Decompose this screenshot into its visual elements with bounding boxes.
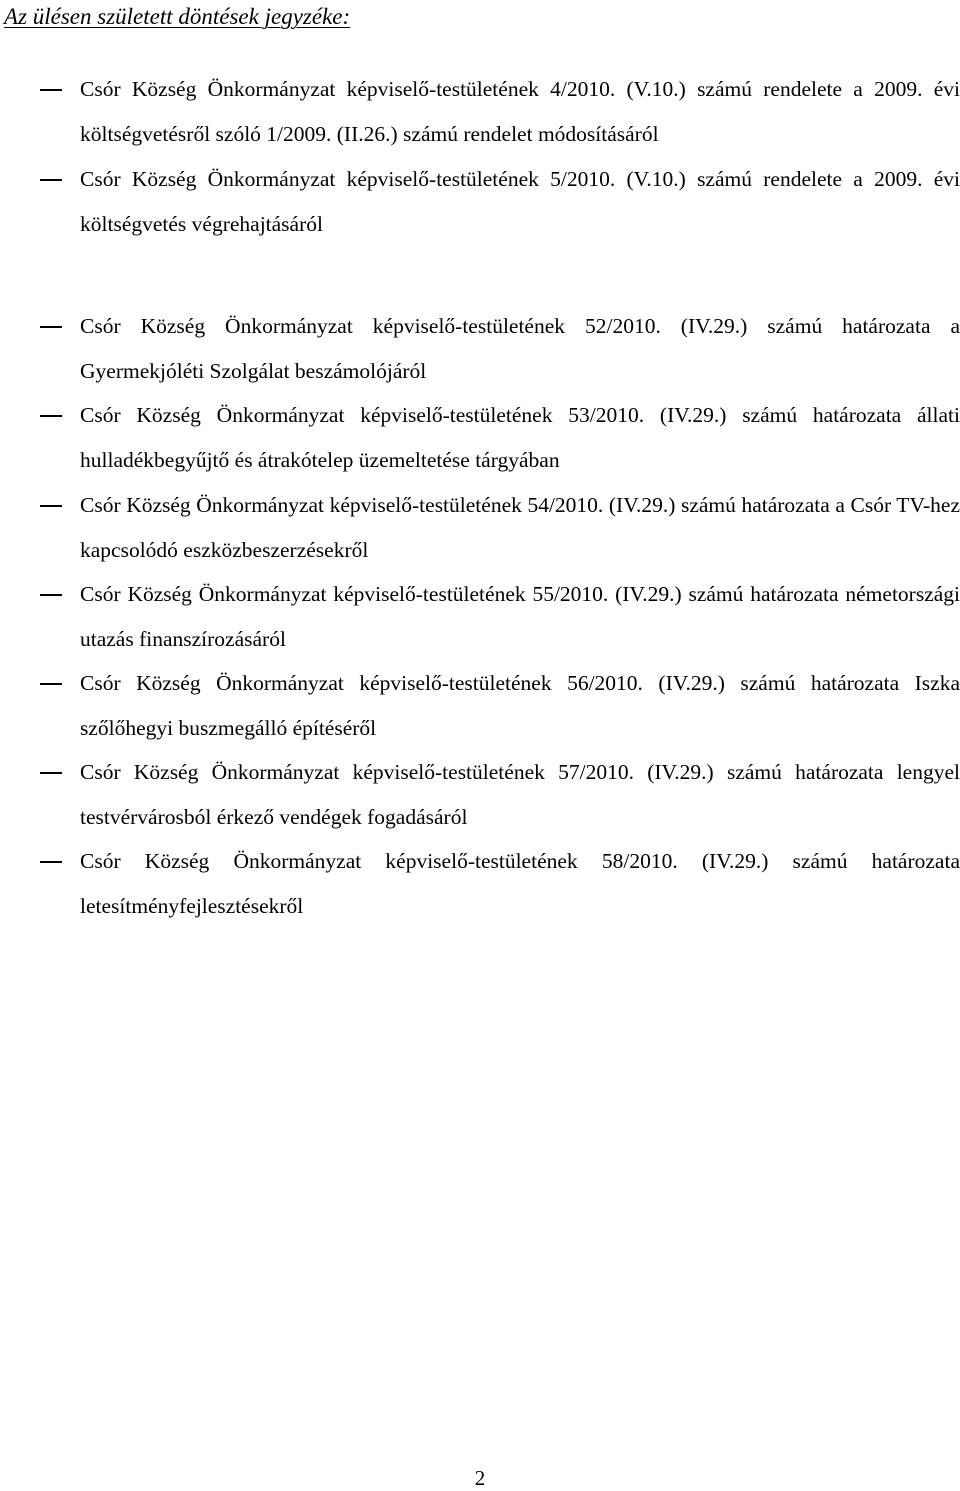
- list-item-text: Csór Község Önkormányzat képviselő-testületének 52/2010. (IV.29.) számú határozata a Gyermekjóléti Szolgálat beszámolójáról: [80, 314, 960, 383]
- page-number: 2: [474, 1466, 486, 1490]
- list-item-text: Csór Község Önkormányzat képviselő-testületének 57/2010. (IV.29.) számú határozata lengyel testvérvárosból érkező vendégek fogadásáról: [80, 760, 960, 829]
- dash-bullet: [40, 326, 62, 328]
- list-item-text: Csór Község Önkormányzat képviselő-testületének 55/2010. (IV.29.) számú határozata németországi utazás finanszírozásáról: [80, 582, 960, 651]
- dash-bullet: [40, 594, 62, 596]
- dash-bullet: [40, 89, 62, 91]
- dash-bullet: [40, 505, 62, 507]
- list-item-hatarozat-58: [0, 839, 960, 928]
- list-item-hatarozat-57: [0, 750, 960, 839]
- list-item-text: Csór Község Önkormányzat képviselő-testületének 4/2010. (V.10.) számú rendelete a 2009. évi költségvetésről szóló 1/2009. (II.26.) számú rendelet módosításáról: [80, 77, 960, 146]
- list-item-text: Csór Község Önkormányzat képviselő-testületének 53/2010. (IV.29.) számú határozata állati hulladékbegyűjtő és átrakótelep üzemeltetése tárgyában: [80, 403, 960, 472]
- dash-bullet: [40, 683, 62, 685]
- dash-bullet: [40, 179, 62, 181]
- list-item-rendelet-4: [0, 67, 960, 156]
- list-item-text: Csór Község Önkormányzat képviselő-testületének 5/2010. (V.10.) számú rendelete a 2009. évi költségvetés végrehajtásáról: [80, 167, 960, 236]
- list-item-text: Csór Község Önkormányzat képviselő-testületének 58/2010. (IV.29.) számú határozata letesítményfejlesztésekről: [80, 849, 960, 918]
- list-item-hatarozat-53: [0, 393, 960, 482]
- dash-bullet: [40, 861, 62, 863]
- list-item-hatarozat-56: [0, 661, 960, 750]
- list-item-hatarozat-52: [0, 304, 960, 393]
- list-item-text: Csór Község Önkormányzat képviselő-testületének 56/2010. (IV.29.) számú határozata Iszka szőlőhegyi buszmegálló építéséről: [80, 671, 960, 740]
- list-item-rendelet-5: [0, 157, 960, 246]
- dash-bullet: [40, 772, 62, 774]
- list-item-hatarozat-54: [0, 483, 960, 572]
- dash-bullet: [40, 415, 62, 417]
- list-item-text: Csór Község Önkormányzat képviselő-testületének 54/2010. (IV.29.) számú határozata a Csór TV-hez kapcsolódó eszközbeszerzésekről: [80, 493, 960, 562]
- list-item-hatarozat-55: [0, 572, 960, 661]
- page-heading: Az ülésen született döntések jegyzéke:: [4, 4, 351, 29]
